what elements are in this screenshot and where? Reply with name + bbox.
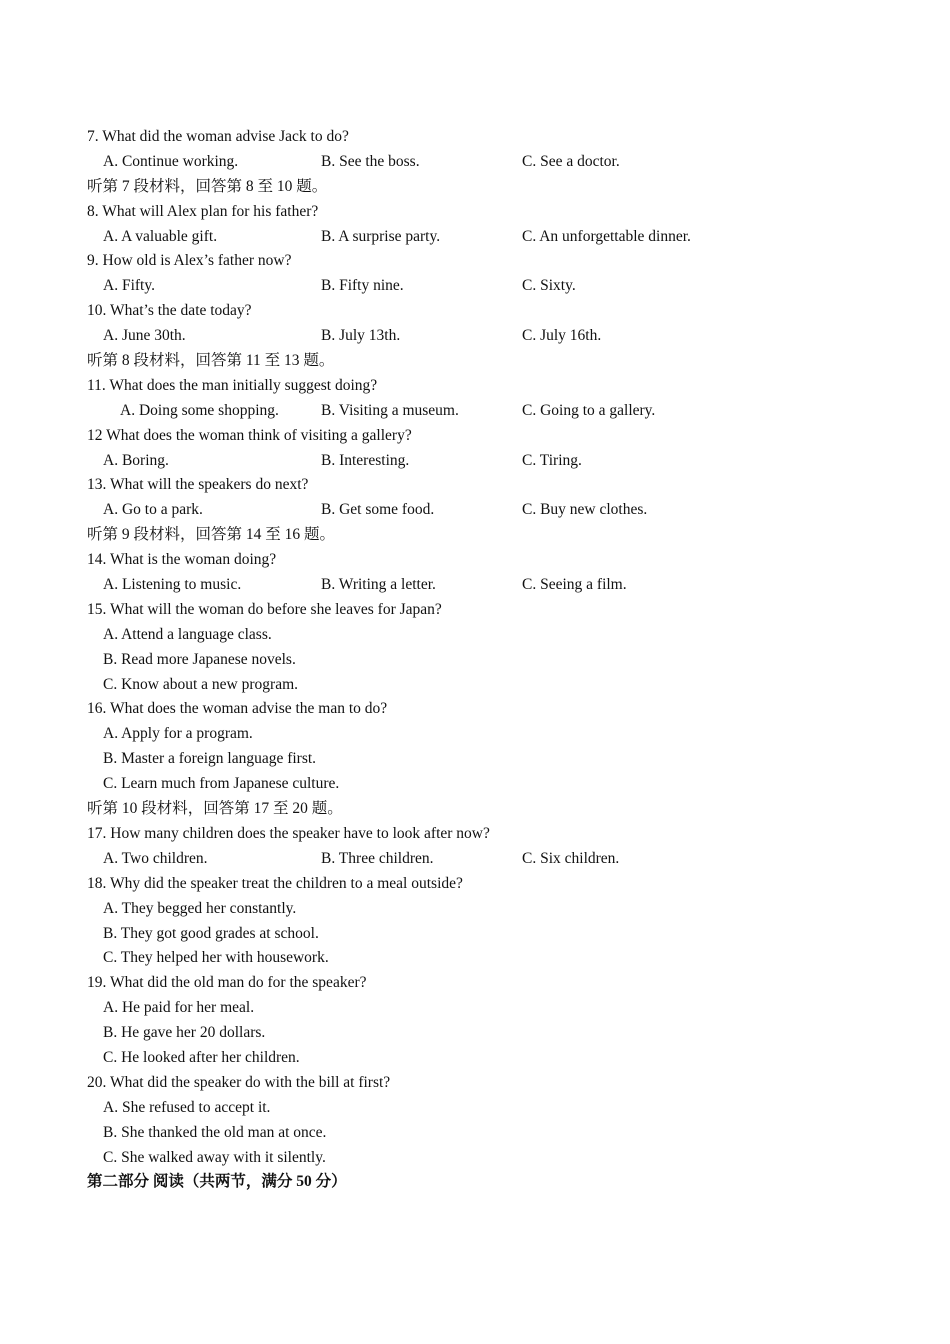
option-text: B. Read more Japanese novels. <box>103 650 296 668</box>
section-instruction <box>87 523 907 548</box>
option-text: B. She thanked the old man at once. <box>103 1123 327 1141</box>
question-text: 7. What did the woman advise Jack to do? <box>87 128 349 145</box>
answer-option <box>87 897 907 922</box>
answer-option <box>87 648 907 673</box>
option-c: C. Six children. <box>522 849 620 867</box>
section-instruction <box>87 349 907 374</box>
option-b: B. See the boss. <box>321 152 420 170</box>
option-text: A. He paid for her meal. <box>103 999 255 1017</box>
question <box>87 822 907 847</box>
option-c: C. Seeing a film. <box>522 576 627 594</box>
instruction-text: 听第 8 段材料，回答第 11 至 13 题。 <box>87 352 335 370</box>
option-text: C. They helped her with housework. <box>103 949 329 967</box>
answer-option <box>87 1121 907 1146</box>
option-text: B. They got good grades at school. <box>103 924 319 942</box>
option-a: A. Listening to music. <box>103 576 242 594</box>
option-b: B. Interesting. <box>321 451 410 469</box>
answer-options-row <box>87 847 907 872</box>
option-b: B. Three children. <box>321 849 434 867</box>
answer-option <box>87 623 907 648</box>
option-c: C. Buy new clothes. <box>522 501 648 519</box>
section-instruction <box>87 797 907 822</box>
answer-option <box>87 772 907 797</box>
option-c: C. An unforgettable dinner. <box>522 227 691 245</box>
option-c: C. See a doctor. <box>522 152 620 170</box>
question-text: 17. How many children does the speaker have to look after now? <box>87 824 490 842</box>
heading-text: 第二部分 阅读（共两节，满分 50 分） <box>87 1173 347 1191</box>
question-text: 18. Why did the speaker treat the children to a meal outside? <box>87 874 463 892</box>
question <box>87 1071 907 1096</box>
option-c: C. Sixty. <box>522 277 576 295</box>
answer-option <box>87 922 907 947</box>
option-a: A. Go to a park. <box>103 501 203 519</box>
question-text: 14. What is the woman doing? <box>87 551 277 569</box>
option-text: B. Master a foreign language first. <box>103 750 317 768</box>
question-text: 20. What did the speaker do with the bill at first? <box>87 1073 391 1091</box>
answer-option <box>87 722 907 747</box>
question <box>87 473 907 498</box>
question-text: 13. What will the speakers do next? <box>87 476 309 494</box>
answer-option <box>87 1096 907 1121</box>
option-c: C. July 16th. <box>522 327 602 345</box>
option-text: C. Know about a new program. <box>103 675 298 693</box>
option-b: B. Visiting a museum. <box>321 401 459 419</box>
option-text: A. They begged her constantly. <box>103 899 297 917</box>
option-text: A. Apply for a program. <box>103 725 253 743</box>
option-text: C. She walked away with it silently. <box>103 1148 326 1166</box>
question-text: 15. What will the woman do before she leaves for Japan? <box>87 600 442 618</box>
answer-options-row <box>87 324 907 349</box>
question <box>87 697 907 722</box>
exam-page <box>87 125 907 1195</box>
question-text: 12 What does the woman think of visiting a gallery? <box>87 426 412 444</box>
instruction-text: 听第 9 段材料，回答第 14 至 16 题。 <box>87 526 336 544</box>
answer-options-row <box>87 573 907 598</box>
option-a: A. Continue working. <box>103 152 239 170</box>
instruction-text: 听第 10 段材料，回答第 17 至 20 题。 <box>87 800 343 818</box>
question-text: 11. What does the man initially suggest doing? <box>87 376 378 394</box>
answer-options-row <box>87 399 907 424</box>
question <box>87 548 907 573</box>
question <box>87 200 907 225</box>
option-a: A. Doing some shopping. <box>120 401 279 419</box>
option-text: B. He gave her 20 dollars. <box>103 1024 266 1042</box>
answer-option <box>87 946 907 971</box>
option-text: A. She refused to accept it. <box>103 1098 271 1116</box>
question <box>87 598 907 623</box>
question <box>87 374 907 399</box>
option-c: C. Tiring. <box>522 451 582 469</box>
option-text: A. Attend a language class. <box>103 625 272 643</box>
answer-options-row <box>87 225 907 250</box>
option-text: C. Learn much from Japanese culture. <box>103 775 340 793</box>
section-instruction <box>87 175 907 200</box>
question <box>87 971 907 996</box>
answer-option <box>87 747 907 772</box>
question-text: 9. How old is Alex’s father now? <box>87 252 292 270</box>
answer-option <box>87 1046 907 1071</box>
answer-option <box>87 996 907 1021</box>
option-a: A. Two children. <box>103 849 208 867</box>
question <box>87 125 907 150</box>
answer-options-row <box>87 150 907 175</box>
answer-option <box>87 673 907 698</box>
instruction-text: 听第 7 段材料，回答第 8 至 10 题。 <box>87 177 328 195</box>
option-b: B. A surprise party. <box>321 227 441 245</box>
option-a: A. A valuable gift. <box>103 227 218 245</box>
question-text: 8. What will Alex plan for his father? <box>87 202 319 220</box>
question-text: 10. What’s the date today? <box>87 302 252 320</box>
option-b: B. July 13th. <box>321 327 401 345</box>
question <box>87 249 907 274</box>
option-b: B. Get some food. <box>321 501 435 519</box>
answer-option <box>87 1146 907 1171</box>
question-text: 16. What does the woman advise the man to do? <box>87 700 388 718</box>
question <box>87 299 907 324</box>
option-b: B. Fifty nine. <box>321 277 404 295</box>
option-c: C. Going to a gallery. <box>522 401 656 419</box>
answer-options-row <box>87 274 907 299</box>
answer-options-row <box>87 449 907 474</box>
question <box>87 872 907 897</box>
answer-options-row <box>87 498 907 523</box>
question-text: 19. What did the old man do for the speaker? <box>87 974 367 992</box>
part-heading <box>87 1170 907 1195</box>
option-text: C. He looked after her children. <box>103 1048 300 1066</box>
answer-option <box>87 1021 907 1046</box>
option-a: A. June 30th. <box>103 327 186 345</box>
option-a: A. Fifty. <box>103 277 155 295</box>
option-b: B. Writing a letter. <box>321 576 436 594</box>
question <box>87 424 907 449</box>
option-a: A. Boring. <box>103 451 169 469</box>
